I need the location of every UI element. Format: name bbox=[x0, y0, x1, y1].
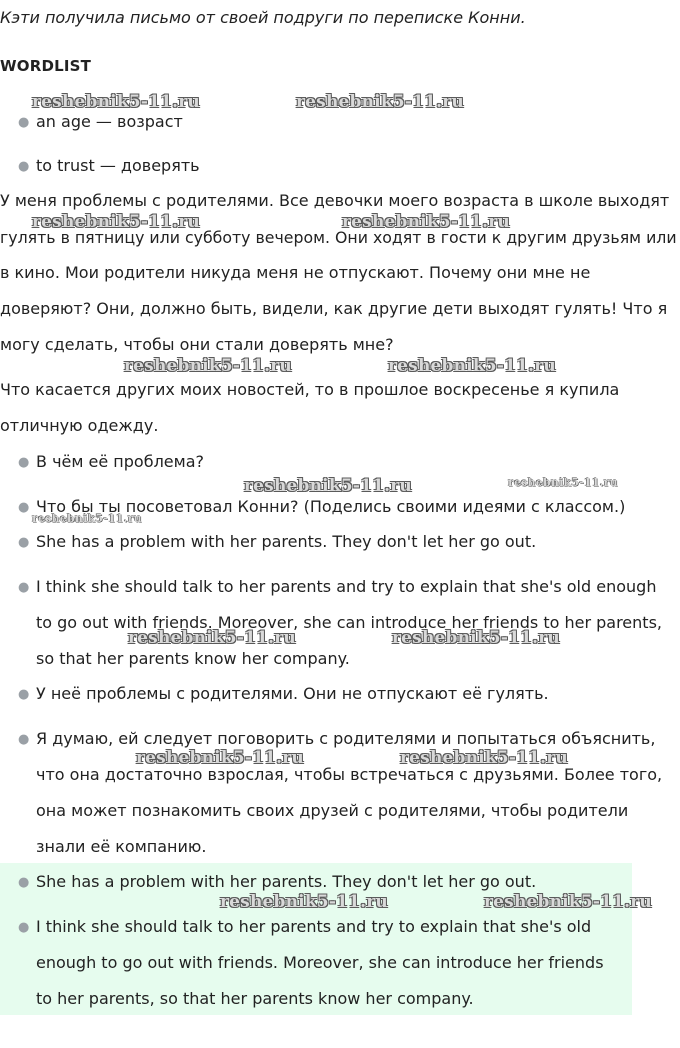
bullet-icon: ● bbox=[18, 115, 30, 130]
watermark: reshebnik5-11.ru bbox=[136, 748, 304, 768]
bullet-icon: ● bbox=[18, 920, 30, 935]
answer-en-1: She has a problem with her parents. They don't let her go out. bbox=[36, 532, 537, 551]
answer-ru-2-line: знали её компанию. bbox=[36, 837, 207, 856]
watermark: reshebnik5-11.ru bbox=[32, 512, 142, 525]
letter-line: могу сделать, чтобы они стали доверять мне? bbox=[0, 335, 394, 354]
watermark: reshebnik5-11.ru bbox=[32, 92, 200, 112]
intro-text: Кэти получила письмо от своей подруги по переписке Конни. bbox=[0, 8, 526, 27]
bullet-icon: ● bbox=[18, 159, 30, 174]
letter-line: У меня проблемы с родителями. Все девочки моего возраста в школе выходят bbox=[0, 191, 670, 210]
watermark: reshebnik5-11.ru bbox=[392, 628, 560, 648]
watermark: reshebnik5-11.ru bbox=[484, 892, 652, 912]
bullet-icon: ● bbox=[18, 732, 30, 747]
wordlist-heading: WORDLIST bbox=[0, 57, 92, 75]
answer-ru-2-line: Я думаю, ей следует поговорить с родителями и попытаться объяснить, bbox=[36, 729, 656, 748]
letter-line: гулять в пятницу или субботу вечером. Они ходят в гости к другим друзьям или bbox=[0, 228, 677, 247]
answer-en-2-line: so that her parents know her company. bbox=[36, 649, 350, 668]
answer-hl-1: She has a problem with her parents. They don't let her go out. bbox=[36, 872, 537, 891]
watermark: reshebnik5-11.ru bbox=[400, 748, 568, 768]
answer-en-2-line: I think she should talk to her parents and try to explain that she's old enough bbox=[36, 577, 657, 596]
letter-line: Что касается других моих новостей, то в прошлое воскресенье я купила bbox=[0, 380, 620, 399]
answer-ru-2-line: что она достаточно взрослая, чтобы встречаться с друзьями. Более того, bbox=[36, 765, 663, 784]
bullet-icon: ● bbox=[18, 535, 30, 550]
question-item: Что бы ты посоветовал Конни? (Поделись своими идеями с классом.) bbox=[36, 497, 626, 516]
watermark: reshebnik5-11.ru bbox=[296, 92, 464, 112]
answer-ru-2-line: она может познакомить своих друзей с родителями, чтобы родители bbox=[36, 801, 629, 820]
watermark: reshebnik5-11.ru bbox=[508, 476, 618, 489]
letter-line: доверяют? Они, должно быть, видели, как другие дети выходят гулять! Что я bbox=[0, 299, 668, 318]
letter-line: отличную одежду. bbox=[0, 416, 159, 435]
bullet-icon: ● bbox=[18, 455, 30, 470]
answer-hl-2-line: I think she should talk to her parents and try to explain that she's old bbox=[36, 917, 592, 936]
question-item: В чём её проблема? bbox=[36, 452, 204, 471]
watermark: reshebnik5-11.ru bbox=[32, 212, 200, 232]
watermark: reshebnik5-11.ru bbox=[388, 356, 556, 376]
bullet-icon: ● bbox=[18, 500, 30, 515]
bullet-icon: ● bbox=[18, 687, 30, 702]
answer-ru-1: У неё проблемы с родителями. Они не отпускают её гулять. bbox=[36, 684, 549, 703]
watermark: reshebnik5-11.ru bbox=[244, 476, 412, 496]
watermark: reshebnik5-11.ru bbox=[342, 212, 510, 232]
answer-en-2-line: to go out with friends. Moreover, she can introduce her friends to her parents, bbox=[36, 613, 662, 632]
letter-line: в кино. Мои родители никуда меня не отпускают. Почему они мне не bbox=[0, 263, 591, 282]
watermark: reshebnik5-11.ru bbox=[124, 356, 292, 376]
answer-hl-2-line: to her parents, so that her parents know her company. bbox=[36, 989, 474, 1008]
watermark: reshebnik5-11.ru bbox=[220, 892, 388, 912]
watermark: reshebnik5-11.ru bbox=[128, 628, 296, 648]
answer-hl-2-line: enough to go out with friends. Moreover, she can introduce her friends bbox=[36, 953, 604, 972]
bullet-icon: ● bbox=[18, 580, 30, 595]
wordlist-item: to trust — доверять bbox=[36, 156, 200, 175]
wordlist-item: an age — возраст bbox=[36, 112, 183, 131]
bullet-icon: ● bbox=[18, 875, 30, 890]
